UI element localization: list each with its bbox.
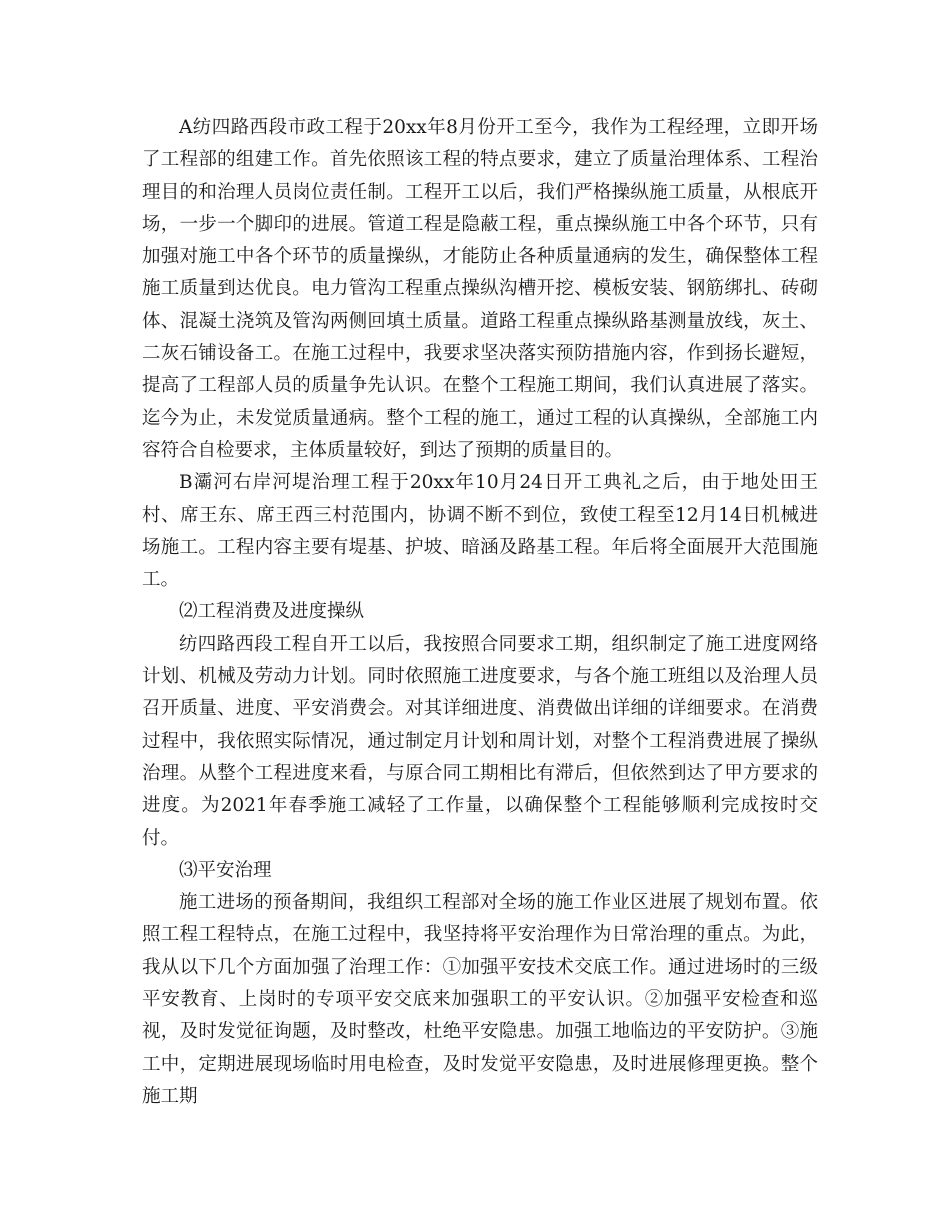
paragraph-progress: 纺四路西段工程自开工以后，我按照合同要求工期，组织制定了施工进度网络计划、机械及劳动力计划。同时依照施工进度要求，与各个施工班组以及治理人员召开质量、进度、平安消费会。对其详细进度、消费做出详细的详细要求。在消费过程中，我依照实际情况，通过制定月计划和周计划，对整个工程消费进展了操纵治理。从整个工程进度来看，与原合同工期相比有滞后，但依然到达了甲方要求的进度。为2021年春季施工减轻了工作量，以确保整个工程能够顺利完成按时交付。 bbox=[142, 633, 818, 849]
paragraph-safety: 施工进场的预备期间，我组织工程部对全场的施工作业区进展了规划布置。依照工程工程特点，在施工过程中，我坚持将平安治理作为日常治理的重点。为此，我从以下几个方面加强了治理工作：①加强平安技术交底工作。通过进场时的三级平安教育、上岗时的专项平安交底来加强职工的平安认识。②加强平安检查和巡视，及时发觉征询题，及时整改，杜绝平安隐患。加强工地临边的平安防护。③施工中，定期进展现场临时用电检查，及时发觉平安隐患，及时进展修理更换。整个施工期 bbox=[142, 892, 818, 1107]
paragraph-project-a: A纺四路西段市政工程于20xx年8月份开工至今，我作为工程经理，立即开场了工程部的组建工作。首先依照该工程的特点要求，建立了质量治理体系、工程治理目的和治理人员岗位责任制。工程开工以后，我们严格操纵施工质量，从根底开场，一步一个脚印的进展。管道工程是隐蔽工程，重点操纵施工中各个环节，只有加强对施工中各个环节的质量操纵，才能防止各种质量通病的发生，确保整体工程施工质量到达优良。电力管沟工程重点操纵沟槽开挖、模板安装、钢筋绑扎、砖砌体、混凝土浇筑及管沟两侧回填土质量。道路工程重点操纵路基测量放线，灰土、二灰石铺设备工。在施工过程中，我要求坚决落实预防措施内容，作到扬长避短，提高了工程部人员的质量争先认识。在整个工程施工期间，我们认真进展了落实。迄今为止，未发觉质量通病。整个工程的施工，通过工程的认真操纵，全部施工内容符合自检要求，主体质量较好，到达了预期的质量目的。 bbox=[142, 117, 818, 461]
document-page bbox=[142, 112, 818, 1113]
section-heading-safety: ⑶平安治理 bbox=[179, 859, 272, 881]
section-heading-progress: ⑵工程消费及进度操纵 bbox=[179, 601, 365, 623]
paragraph-project-b: B灞河右岸河堤治理工程于20xx年10月24日开工典礼之后，由于地处田王村、席王东、席王西三村范围内，协调不断不到位，致使工程至12月14日机械进场施工。工程内容主要有堤基、护坡、暗涵及路基工程。年后将全面展开大范围施工。 bbox=[142, 472, 818, 591]
